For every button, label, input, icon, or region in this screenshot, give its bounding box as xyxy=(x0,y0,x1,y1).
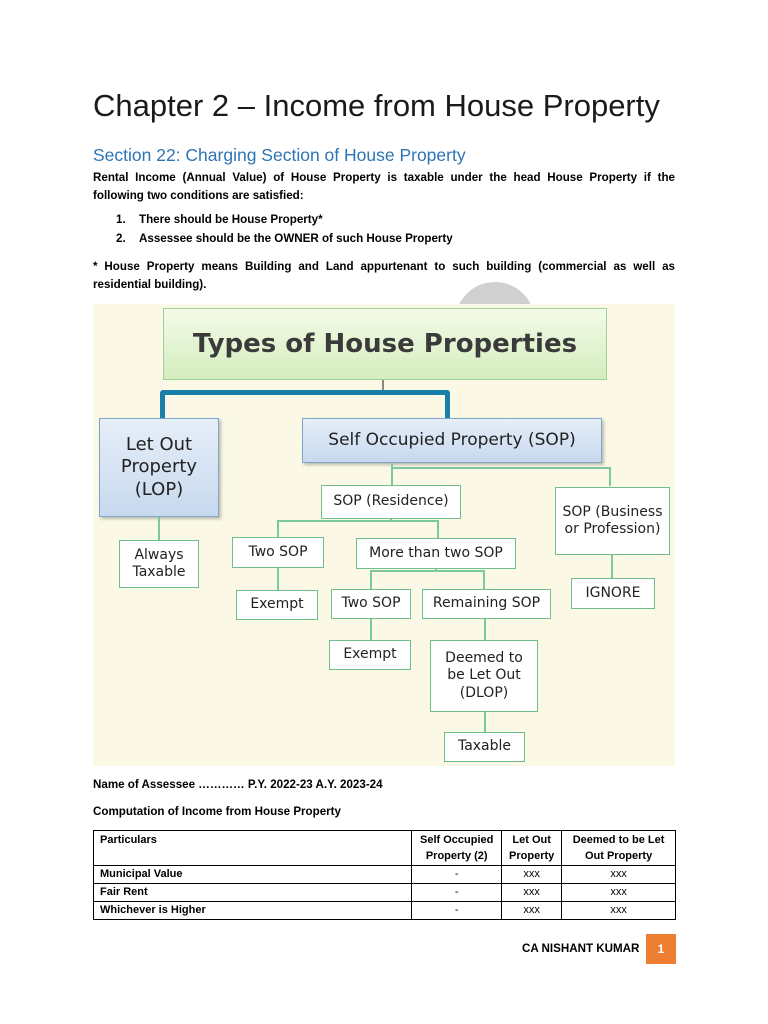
connector xyxy=(484,619,486,641)
header-deemed-let-out: Deemed to be Let Out Property xyxy=(562,831,676,866)
cell-value: xxx xyxy=(562,866,676,884)
connector xyxy=(391,467,611,469)
cell-value: xxx xyxy=(502,866,562,884)
condition-number: 1. xyxy=(116,213,126,226)
connector xyxy=(370,570,485,572)
two-sop-box: Two SOP xyxy=(232,537,324,568)
footer-author: CA NISHANT KUMAR xyxy=(522,942,640,955)
computation-table xyxy=(93,830,676,920)
cell-value: - xyxy=(412,902,502,920)
connector xyxy=(370,619,372,641)
connector xyxy=(445,390,450,418)
connector xyxy=(484,712,486,733)
cell-particular: Municipal Value xyxy=(94,866,412,884)
remaining-sop-box: Remaining SOP xyxy=(422,589,551,619)
sop-residence-box: SOP (Residence) xyxy=(321,485,461,519)
cell-value: - xyxy=(412,884,502,902)
condition-number: 2. xyxy=(116,232,126,245)
condition-item xyxy=(116,232,453,245)
condition-item xyxy=(116,213,323,226)
chapter-title: Chapter 2 – Income from House Property xyxy=(93,88,660,123)
sop-box: Self Occupied Property (SOP) xyxy=(302,418,602,463)
cell-value: xxx xyxy=(562,884,676,902)
table-header-row xyxy=(94,831,676,866)
lop-box: Let Out Property (LOP) xyxy=(99,418,219,517)
connector xyxy=(158,517,160,541)
condition-text: Assessee should be the OWNER of such House Property xyxy=(139,232,453,245)
connector xyxy=(277,520,279,538)
connector xyxy=(370,570,372,590)
diagram-title: Types of House Properties xyxy=(163,308,607,380)
connector xyxy=(382,380,384,390)
always-taxable-box: Always Taxable xyxy=(119,540,199,588)
assessee-line: Name of Assessee ………… P.Y. 2022-23 A.Y. 2023-24 xyxy=(93,778,383,791)
connector xyxy=(160,390,165,418)
cell-value: xxx xyxy=(562,902,676,920)
header-self-occupied: Self Occupied Property (2) xyxy=(412,831,502,866)
connector xyxy=(160,390,450,395)
connector xyxy=(437,520,439,538)
connector xyxy=(391,467,393,486)
exempt-box-1: Exempt xyxy=(236,590,318,620)
cell-particular: Fair Rent xyxy=(94,884,412,902)
cell-value: xxx xyxy=(502,902,562,920)
connector xyxy=(483,570,485,590)
table-row xyxy=(94,902,676,920)
page-number: 1 xyxy=(646,934,676,964)
types-of-house-properties-diagram xyxy=(93,304,675,766)
condition-text: There should be House Property* xyxy=(139,213,323,226)
table-row xyxy=(94,866,676,884)
ignore-box: IGNORE xyxy=(571,578,655,609)
table-row xyxy=(94,884,676,902)
connector xyxy=(277,520,439,522)
connector xyxy=(609,467,611,486)
two-sop-box-2: Two SOP xyxy=(331,589,411,619)
cell-value: - xyxy=(412,866,502,884)
more-than-two-sop-box: More than two SOP xyxy=(356,538,516,569)
header-let-out: Let Out Property xyxy=(502,831,562,866)
sop-business-box: SOP (Business or Profession) xyxy=(555,487,670,555)
computation-title: Computation of Income from House Property xyxy=(93,805,341,818)
dlop-box: Deemed to be Let Out (DLOP) xyxy=(430,640,538,712)
intro-paragraph: Rental Income (Annual Value) of House Property is taxable under the head House Property if the following two conditions are satisfied: xyxy=(93,171,675,202)
footnote-paragraph: * House Property means Building and Land appurtenant to such building (commercial as well as residential building). xyxy=(93,260,675,291)
header-particulars: Particulars xyxy=(94,831,412,866)
cell-particular: Whichever is Higher xyxy=(94,902,412,920)
connector xyxy=(277,568,279,591)
cell-value: xxx xyxy=(502,884,562,902)
connector xyxy=(611,555,613,579)
section-heading: Section 22: Charging Section of House Property xyxy=(93,145,466,165)
exempt-box-2: Exempt xyxy=(329,640,411,670)
taxable-box: Taxable xyxy=(444,732,525,762)
